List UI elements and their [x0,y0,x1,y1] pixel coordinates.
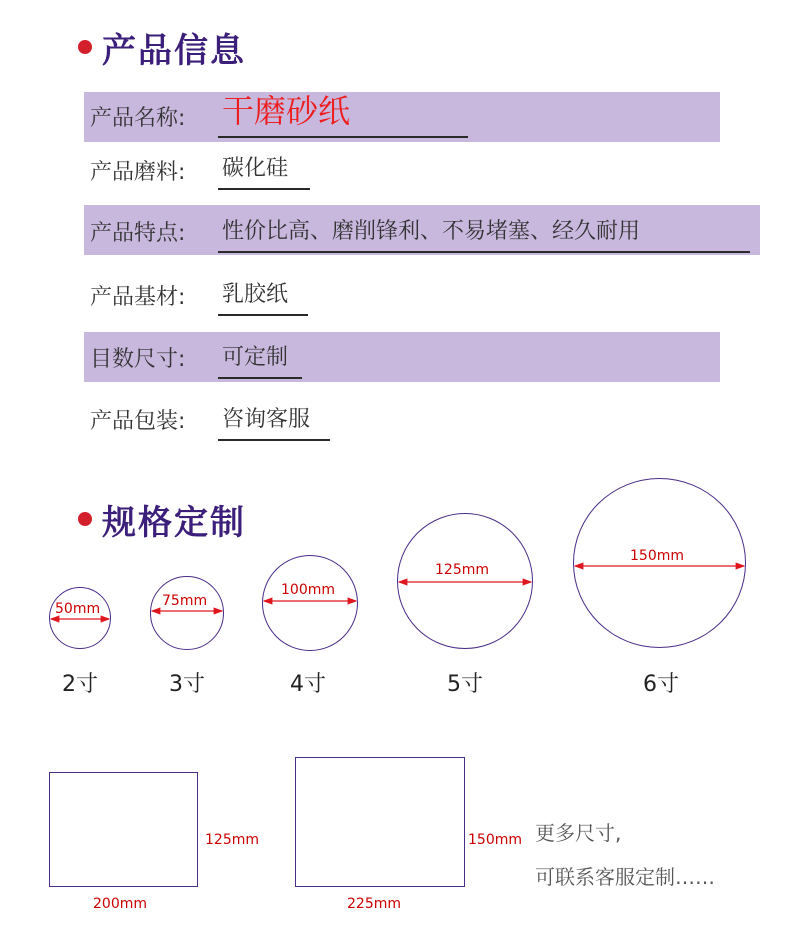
info-value: 干磨砂纸 [222,92,351,130]
diameter-label: 100mm [281,582,335,598]
contact-service-text: 可联系客服定制…… [535,865,715,889]
rect-height-label: 150mm [468,832,522,848]
product-info-title-text: 产品信息 [102,30,246,71]
info-label: 产品磨料: [90,159,186,185]
info-label: 产品包装: [90,408,186,434]
size-label: 4寸 [290,672,326,697]
info-value: 可定制 [222,345,289,370]
rect-width-label: 200mm [93,896,147,912]
info-label: 产品特点: [90,220,186,246]
specs-title-text: 规格定制 [102,502,246,543]
info-label: 产品名称: [90,105,186,131]
size-label: 6寸 [643,672,679,697]
more-sizes-text: 更多尺寸, [535,821,622,845]
info-value: 乳胶纸 [222,282,289,307]
rect-height-label: 125mm [205,832,259,848]
info-value: 性价比高、磨削锋利、不易堵塞、经久耐用 [222,219,641,244]
info-label: 目数尺寸: [90,346,186,372]
info-value: 碳化硅 [222,156,289,181]
diameter-label: 150mm [630,548,684,564]
size-label: 3寸 [169,672,205,697]
size-label: 2寸 [62,672,98,697]
diameter-label: 50mm [55,601,101,617]
info-value: 咨询客服 [222,407,311,432]
diameter-label: 75mm [162,593,208,609]
sheet-200x125 [49,772,198,887]
diameter-label: 125mm [435,562,489,578]
info-label: 产品基材: [90,284,186,310]
rect-width-label: 225mm [347,896,401,912]
size-label: 5寸 [447,672,483,697]
sheet-225x150 [295,757,465,887]
